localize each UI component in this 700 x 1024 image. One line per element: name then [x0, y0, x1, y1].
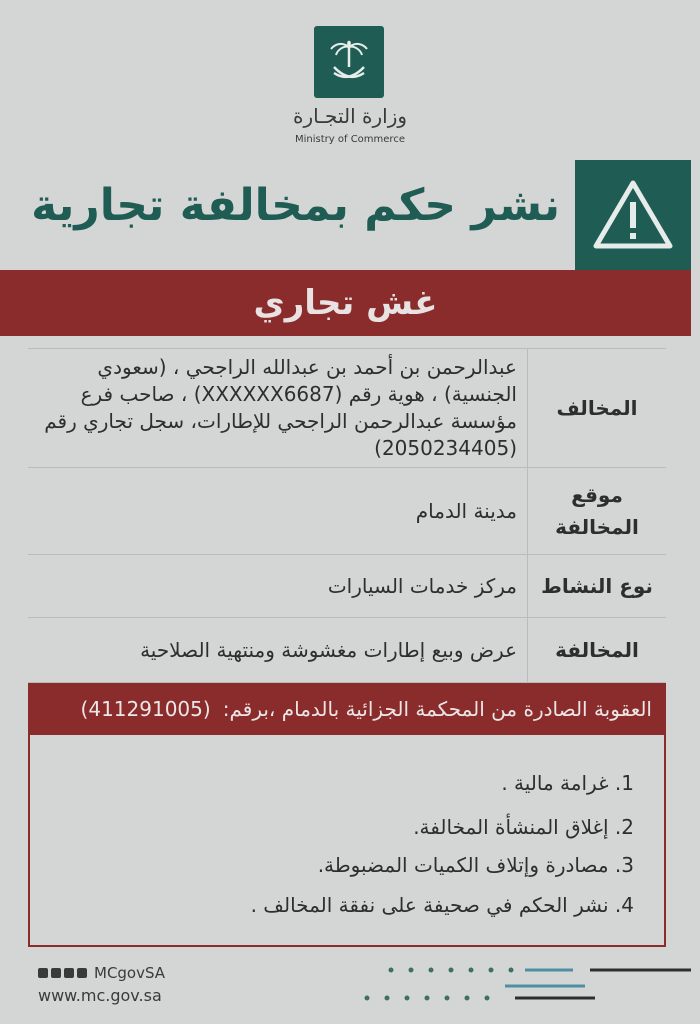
table-row [28, 468, 666, 555]
penalty-item-confiscation: 3. مصادرة وإتلاف الكميات المضبوطة. [317, 853, 634, 877]
penalty-heading: العقوبة الصادرة من المحكمة الجزائية بالدمام ،برقم: [222, 697, 652, 721]
location-label: موقع المخالفة [527, 468, 666, 554]
category-banner: غش تجاري [0, 270, 691, 336]
penalty-list [28, 735, 666, 947]
penalty-item-fine: 1. غرامة مالية . [501, 771, 634, 795]
details-table [28, 348, 666, 683]
website-url: www.mc.gov.sa [38, 986, 162, 1005]
penalty-item-publication: 4. نشر الحكم في صحيفة على نفقة المخالف . [250, 893, 634, 917]
location-value-cell [28, 468, 527, 554]
footer-decoration [355, 962, 691, 1008]
youtube-icon [77, 968, 87, 978]
violator-label: المخالف [527, 349, 666, 467]
court-case-number: (411291005) [80, 697, 211, 721]
ministry-name-arabic: وزارة التجـارة [292, 104, 408, 128]
violator-value: عبدالرحمن بن أحمد بن عبدالله الراجحي ، (سعودي الجنسية) ، هوية رقم (XXXXXX6687) ، صاحب فرع مؤسسة عبدالرحمن الراجحي للإطارات، سجل تجاري رقم (2050234405) [44, 355, 517, 460]
warning-triangle-icon [591, 178, 675, 252]
activity-label: نوع النشاط [527, 555, 666, 617]
violation-value-cell [28, 618, 527, 682]
social-handle: MCgovSA [94, 964, 166, 982]
table-row [28, 349, 666, 468]
footer-social [38, 964, 165, 982]
facebook-icon [51, 968, 61, 978]
penalty-heading-bar [28, 683, 666, 735]
table-row [28, 555, 666, 618]
location-value: مدينة الدمام [415, 498, 517, 523]
page-title: نشر حكم بمخالفة تجارية [31, 180, 560, 231]
warning-box [575, 160, 691, 270]
penalty-item-closure: 2. إغلاق المنشأة المخالفة. [413, 815, 634, 839]
ministry-name-english: Ministry of Commerce [295, 134, 405, 145]
palm-swords-emblem-icon [326, 37, 372, 87]
ministry-logo [314, 26, 384, 98]
twitter-icon [38, 968, 48, 978]
activity-value: مركز خدمات السيارات [327, 573, 517, 598]
activity-value-cell [28, 555, 527, 617]
table-row [28, 618, 666, 683]
violation-label: المخالفة [527, 618, 666, 682]
violator-value-cell [28, 349, 527, 467]
violation-value: عرض وبيع إطارات مغشوشة ومنتهية الصلاحية [140, 637, 517, 662]
instagram-icon [64, 968, 74, 978]
